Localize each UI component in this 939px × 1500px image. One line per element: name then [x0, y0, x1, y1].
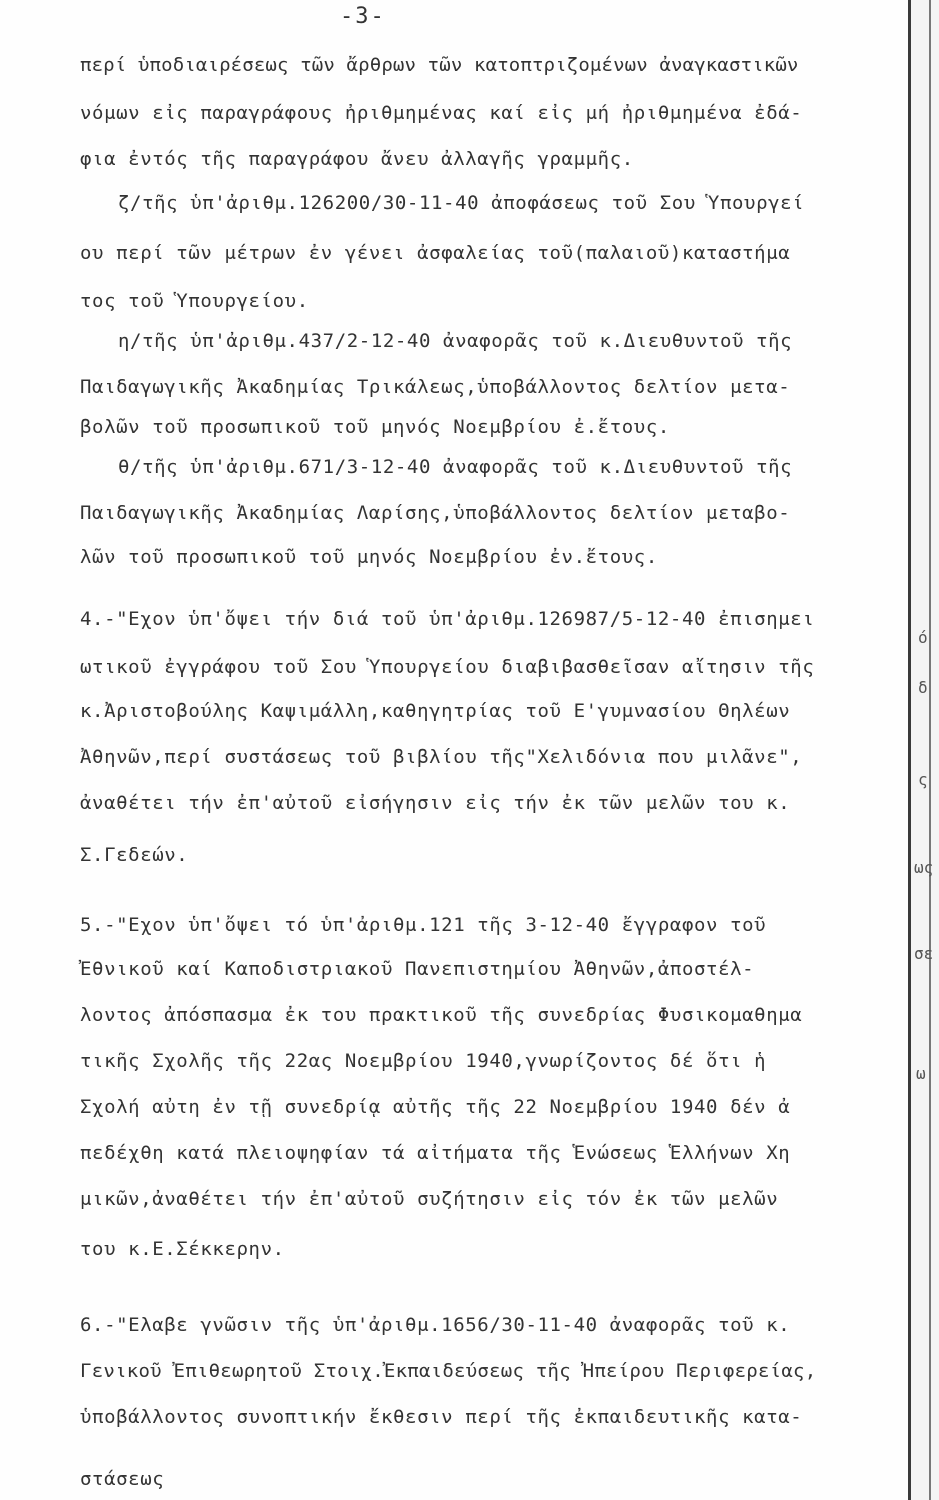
text-line: Παιδαγωγικῆς Ἀκαδημίας Τρικάλεως,ὑποβάλλοντος δελτίον μετα- [80, 376, 791, 398]
text-line: λοντος ἀπόσπασμα ἐκ του πρακτικοῦ τῆς συνεδρίας Φυσικομαθημα [80, 1004, 803, 1026]
text-line: ὑποβάλλοντος συνοπτικήν ἔκθεσιν περί τῆς ἐκπαιδευτικῆς κατα- [80, 1406, 803, 1428]
text-line: στάσεως [80, 1468, 165, 1490]
text-line: πεδέχθη κατά πλειοψηφίαν τά αἰτήματα τῆς Ἑνώσεως Ἑλλήνων Χη [80, 1142, 791, 1164]
margin-mark: ως [914, 858, 934, 877]
text-line: Παιδαγωγικῆς Ἀκαδημίας Λαρίσης,ὑποβάλλοντος δελτίον μεταβο- [80, 502, 791, 524]
text-line: ἀναθέτει τήν ἐπ'αὐτοῦ εἰσήγησιν εἰς τήν ἐκ τῶν μελῶν του κ. [80, 792, 791, 814]
text-line: Ἀθηνῶν,περί συστάσεως τοῦ βιβλίου τῆς"Χελιδόνια που μιλᾶνε", [80, 746, 803, 768]
text-line: Σ.Γεδεών. [80, 844, 189, 866]
page-binding-edge [908, 0, 939, 1500]
text-line: θ/τῆς ὑπ'ἀριθμ.671/3-12-40 ἀναφορᾶς τοῦ κ.Διευθυντοῦ τῆς [118, 456, 793, 478]
text-line: Ἐθνικοῦ καί Καποδιστριακοῦ Πανεπιστημίου Ἀθηνῶν,ἀποστέλ- [80, 958, 755, 980]
text-line: τος τοῦ Ὑπουργείου. [80, 290, 309, 312]
margin-mark: ς [918, 770, 928, 789]
text-line: μικῶν,ἀναθέτει τήν ἐπ'αὐτοῦ συζήτησιν εἰς τόν ἐκ τῶν μελῶν [80, 1188, 779, 1210]
text-line: τικῆς Σχολῆς τῆς 22ας Νοεμβρίου 1940,γνωρίζοντος δέ ὅτι ἡ [80, 1050, 767, 1072]
text-line: 6.-"Ελαβε γνῶσιν τῆς ὑπ'ἀριθμ.1656/30-11-40 ἀναφορᾶς τοῦ κ. [80, 1314, 791, 1336]
text-line: Γενικοῦ Ἐπιθεωρητοῦ Στοιχ.Ἐκπαιδεύσεως τῆς Ἠπείρου Περιφερείας, [80, 1360, 817, 1382]
text-line: νόμων εἰς παραγράφους ἠριθμημένας καί εἰς μή ἠριθμημένα ἐδά- [80, 102, 803, 124]
text-line: ζ/τῆς ὑπ'ἀριθμ.126200/30-11-40 ἀποφάσεως τοῦ Σου Ὑπουργεί [118, 192, 805, 214]
text-line: 4.-"Εχον ὑπ'ὄψει τήν διά τοῦ ὑπ'ἀριθμ.126987/5-12-40 ἐπισημει [80, 608, 815, 630]
text-line: ου περί τῶν μέτρων ἐν γένει ἀσφαλείας τοῦ(παλαιοῦ)καταστήμα [80, 242, 791, 264]
text-line: Σχολή αὐτη ἐν τῇ συνεδρίᾳ αὐτῆς τῆς 22 Νοεμβρίου 1940 δέν ἀ [80, 1096, 791, 1118]
text-line: η/τῆς ὑπ'ἀριθμ.437/2-12-40 ἀναφορᾶς τοῦ κ.Διευθυντοῦ τῆς [118, 330, 793, 352]
margin-mark: δ [918, 678, 928, 697]
margin-mark: ό [918, 628, 928, 647]
text-line: λῶν τοῦ προσωπικοῦ τοῦ μηνός Νοεμβρίου ἐν.ἔτους. [80, 546, 658, 568]
text-line: του κ.Ε.Σέκκερην. [80, 1238, 285, 1260]
text-line: ωτικοῦ ἐγγράφου τοῦ Σου Ὑπουργείου διαβιβασθεῖσαν αἴτησιν τῆς [80, 656, 815, 678]
text-line: περί ὑποδιαιρέσεως τῶν ἄρθρων τῶν κατοπτριζομένων ἀναγκαστικῶν [80, 54, 799, 76]
margin-mark: σε [914, 944, 934, 963]
text-line: 5.-"Εχον ὑπ'ὄψει τό ὑπ'ἀριθμ.121 τῆς 3-12-40 ἔγγραφον τοῦ [80, 914, 767, 936]
margin-mark: ω [916, 1064, 926, 1083]
text-line: βολῶν τοῦ προσωπικοῦ τοῦ μηνός Νοεμβρίου ἐ.ἔτους. [80, 416, 670, 438]
text-line: φια ἐντός τῆς παραγράφου ἄνευ ἀλλαγῆς γραμμῆς. [80, 148, 634, 170]
binding-line [929, 0, 931, 1500]
page-number: -3- [340, 4, 386, 29]
text-line: κ.Ἀριστοβούλης Καψιμάλλη,καθηγητρίας τοῦ Ε'γυμνασίου Θηλέων [80, 700, 791, 722]
